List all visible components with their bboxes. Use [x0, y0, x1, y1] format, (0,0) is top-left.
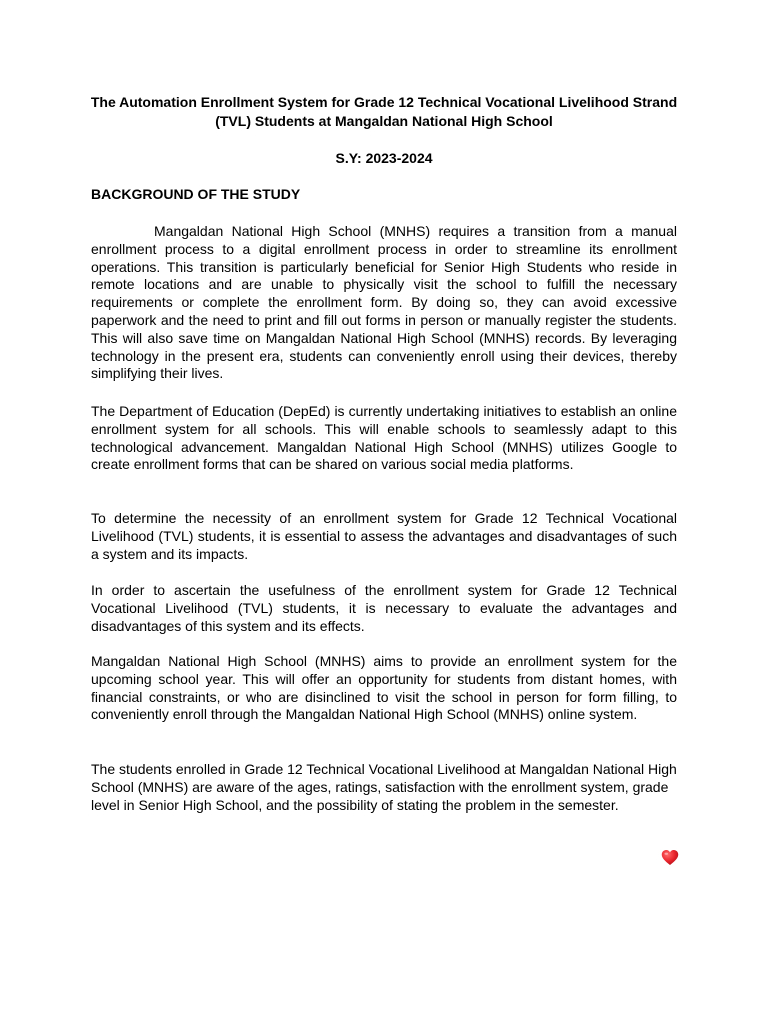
paragraph-6: The students enrolled in Grade 12 Technical Vocational Livelihood at Mangaldan National High School (MNHS) are aware of the ages, ratings, satisfaction with the enrollment system, grade level in Senior High School, and the possibility of stating the problem in the semester.: [91, 761, 677, 813]
section-heading: BACKGROUND OF THE STUDY: [91, 186, 301, 202]
paragraph-2: The Department of Education (DepEd) is currently undertaking initiatives to establish an online enrollment system for all schools. This will enable schools to seamlessly adapt to this technological advancement. Mangaldan National High School (MNHS) utilizes Google to create enrollment forms that can be shared on various social media platforms.: [91, 403, 677, 473]
paragraph-5: Mangaldan National High School (MNHS) aims to provide an enrollment system for the upcoming school year. This will offer an opportunity for students from distant homes, with financial constraints, or who are disinclined to visit the school in person for form filling, to conveniently enroll through the Mangaldan National High School (MNHS) online system.: [91, 653, 677, 723]
heart-icon: [661, 849, 679, 866]
paragraph-4: In order to ascertain the usefulness of the enrollment system for Grade 12 Technical Vocational Livelihood (TVL) students, it is necessary to evaluate the advantages and disadvantages of this system and its effects.: [91, 582, 677, 634]
document-title: The Automation Enrollment System for Grade 12 Technical Vocational Livelihood Strand (TVL) Students at Mangaldan National High School: [90, 94, 678, 129]
paragraph-3: To determine the necessity of an enrollment system for Grade 12 Technical Vocational Livelihood (TVL) students, it is essential to assess the advantages and disadvantages of such a system and its impacts.: [91, 510, 677, 562]
school-year: S.Y: 2023-2024: [335, 150, 433, 166]
paragraph-1: Mangaldan National High School (MNHS) requires a transition from a manual enrollment process to a digital enrollment process in order to streamline its enrollment operations. This transition is particularly beneficial for Senior High Students who reside in remote locations and are unable to physically visit the school to fulfill the necessary requirements or complete the enrollment form. By doing so, they can avoid excessive paperwork and the need to print and fill out forms in person or manually register the students. This will also save time on Mangaldan National High School (MNHS) records. By leveraging technology in the present era, students can conveniently enroll using their devices, thereby simplifying their lives.: [91, 223, 677, 382]
